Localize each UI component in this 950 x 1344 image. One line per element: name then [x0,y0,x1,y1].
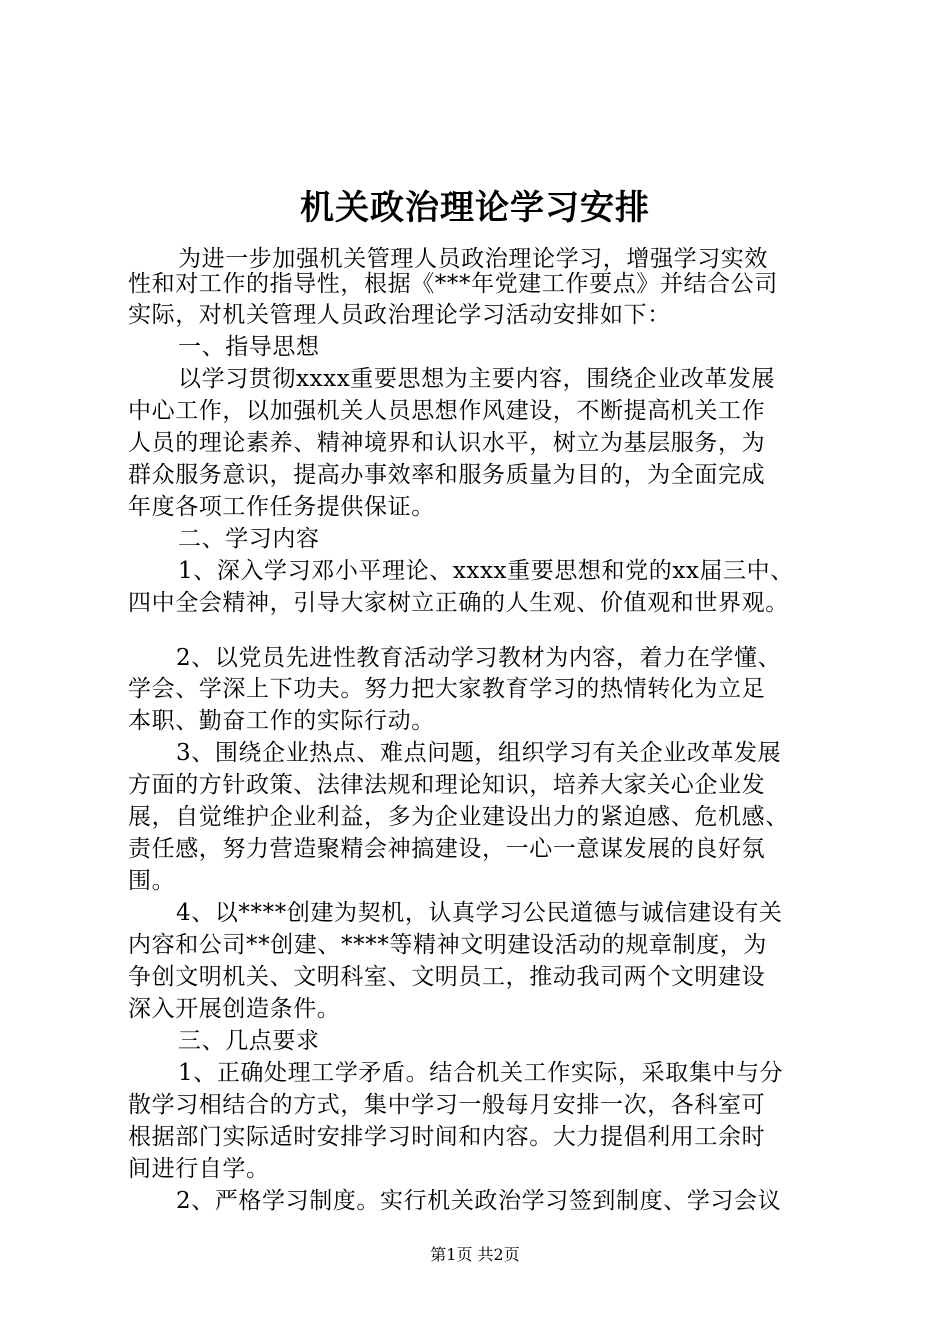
paragraph-line: 间进行自学。 [128,1156,270,1182]
page-number-footer: 第1页 共2页 [430,1245,520,1264]
paragraph-line: 深入开展创造条件。 [128,996,341,1022]
paragraph-line: 年度各项工作任务提供保证。 [128,494,435,520]
paragraph-line: 围。 [128,868,176,894]
paragraph-line: 群众服务意识，提高办事效率和服务质量为目的，为全面完成 [128,462,766,488]
document-title: 机关政治理论学习安排 [300,188,650,228]
paragraph-line: 1、正确处理工学矛盾。结合机关工作实际，采取集中与分 [178,1060,784,1086]
section-heading: 二、学习内容 [178,526,320,552]
paragraph-line: 展，自觉维护企业利益，多为企业建设出力的紧迫感、危机感、 [128,804,789,830]
paragraph-line: 实际，对机关管理人员政治理论学习活动安排如下： [128,302,671,328]
paragraph-line: 根据部门实际适时安排学习时间和内容。大力提倡利用工余时 [128,1124,766,1150]
paragraph-line: 内容和公司**创建、****等精神文明建设活动的规章制度，为 [128,932,767,958]
paragraph-line: 争创文明机关、文明科室、文明员工，推动我司两个文明建设 [128,964,766,990]
paragraph-line: 性和对工作的指导性，根据《***年党建工作要点》并结合公司 [128,271,778,297]
paragraph-line: 责任感，努力营造聚精会神搞建设，一心一意谋发展的良好氛 [128,836,766,862]
paragraph-line: 3、围绕企业热点、难点问题，组织学习有关企业改革发展 [176,740,782,766]
section-heading: 一、指导思想 [178,334,320,360]
paragraph-line: 为进一步加强机关管理人员政治理论学习，增强学习实效 [178,246,768,272]
paragraph-line: 学会、学深上下功夫。努力把大家教育学习的热情转化为立足 [128,676,766,702]
paragraph-line: 方面的方针政策、法律法规和理论知识，培养大家关心企业发 [128,772,766,798]
paragraph-line: 4、以****创建为契机，认真学习公民道德与诚信建设有关 [176,900,783,926]
paragraph-line: 四中全会精神，引导大家树立正确的人生观、价值观和世界观。 [128,590,789,616]
paragraph-line: 散学习相结合的方式，集中学习一般每月安排一次，各科室可 [128,1092,766,1118]
paragraph-line: 2、以党员先进性教育活动学习教材为内容，着力在学懂、 [176,645,782,671]
paragraph-line: 本职、勤奋工作的实际行动。 [128,708,435,734]
paragraph-line: 以学习贯彻xxxx重要思想为主要内容，围绕企业改革发展 [178,366,776,392]
paragraph-line: 2、严格学习制度。实行机关政治学习签到制度、学习会议 [176,1188,782,1214]
paragraph-line: 1、深入学习邓小平理论、xxxx重要思想和党的xx届三中、 [178,558,794,584]
section-heading: 三、几点要求 [178,1028,320,1054]
paragraph-line: 中心工作，以加强机关人员思想作风建设，不断提高机关工作 [128,398,766,424]
paragraph-line: 人员的理论素养、精神境界和认识水平，树立为基层服务，为 [128,430,766,456]
